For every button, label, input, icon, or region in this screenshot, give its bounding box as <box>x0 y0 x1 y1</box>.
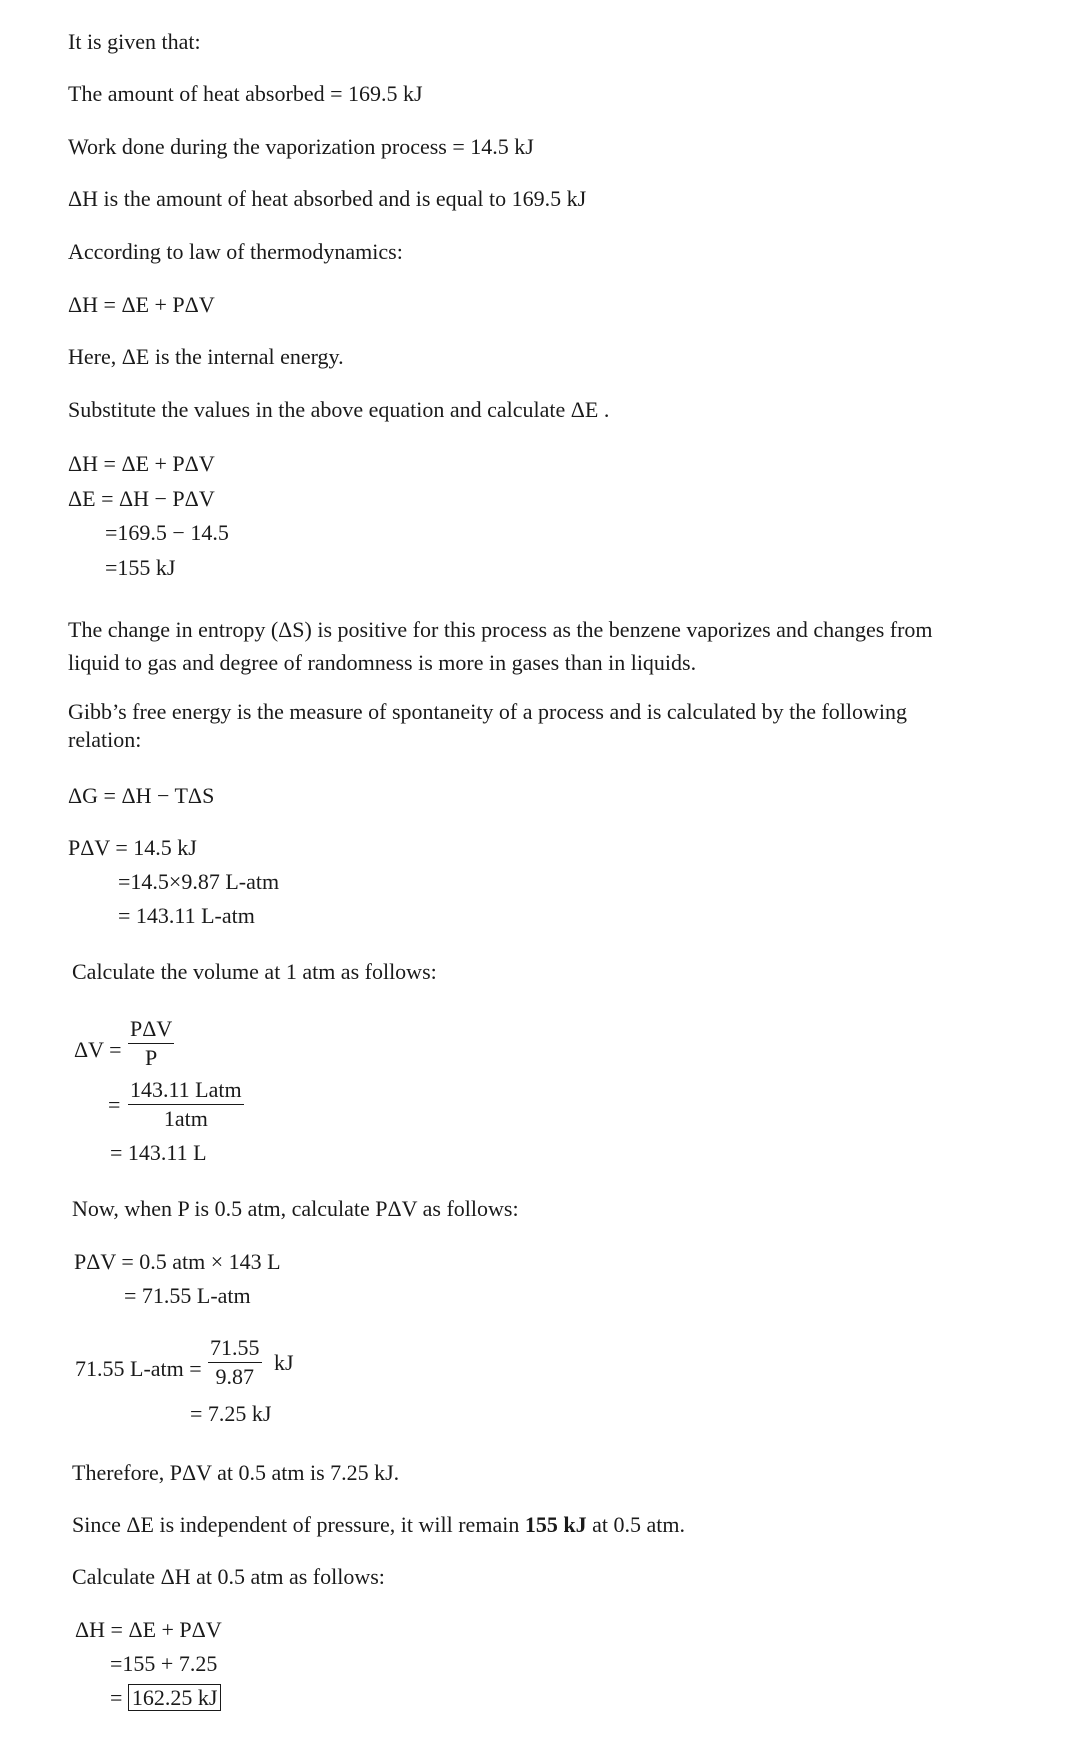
eq2-line-1: ΔH = ΔE + PΔV <box>68 451 215 476</box>
conversion-unit: kJ <box>274 1350 294 1375</box>
eq4-line-2: =14.5×9.87 L-atm <box>118 869 280 894</box>
eq6-line-2: =155 + 7.25 <box>110 1651 218 1676</box>
now-line: Now, when P is 0.5 atm, calculate PΔV as follows: <box>72 1196 519 1221</box>
law-line: According to law of thermodynamics: <box>68 239 403 264</box>
eq2-line-4: =155 kJ <box>105 555 176 580</box>
substitute-line: Substitute the values in the above equation and calculate ΔE . <box>68 397 610 422</box>
enthalpy-definition-line: ΔH is the amount of heat absorbed and is equal to 169.5 kJ <box>68 186 587 211</box>
since-line <box>72 1511 685 1539</box>
dv-lhs: ΔV = <box>74 1037 122 1062</box>
conversion-numerator: 71.55 <box>210 1335 260 1360</box>
eq5-line-1: PΔV = 0.5 atm × 143 L <box>74 1249 281 1274</box>
since-bold-value: 155 kJ <box>524 1512 587 1537</box>
gibbs-equation: ΔG = ΔH − TΔS <box>68 783 215 808</box>
enthalpy-equation: ΔH = ΔE + PΔV <box>68 292 215 317</box>
heat-absorbed-line: The amount of heat absorbed = 169.5 kJ <box>68 81 423 106</box>
conversion-fraction <box>208 1334 262 1391</box>
gibbs-paragraph: Gibb’s free energy is the measure of spontaneity of a process and is calculated by the following relation: <box>68 699 908 752</box>
dv-numerator-2: 143.11 Latm <box>130 1077 242 1102</box>
dv-numerator-1: PΔV <box>130 1016 173 1041</box>
dv-eq2-sign: = <box>108 1092 121 1117</box>
conversion-result: = 7.25 kJ <box>190 1401 272 1426</box>
given-line: It is given that: <box>68 29 201 54</box>
final-answer-box: 162.25 kJ <box>128 1684 222 1711</box>
dv-fraction-2 <box>128 1076 244 1133</box>
dv-result: = 143.11 L <box>110 1140 207 1165</box>
dv-fraction-1 <box>128 1015 174 1072</box>
work-done-line: Work done during the vaporization process = 14.5 kJ <box>68 134 534 159</box>
therefore-line: Therefore, PΔV at 0.5 atm is 7.25 kJ. <box>72 1460 400 1485</box>
calc-volume-line: Calculate the volume at 1 atm as follows: <box>72 959 437 984</box>
dv-denominator-2: 1atm <box>163 1106 208 1131</box>
conversion-lhs: 71.55 L-atm = <box>75 1356 202 1381</box>
since-text-c: at 0.5 atm. <box>586 1512 685 1537</box>
eq6-line-1: ΔH = ΔE + PΔV <box>75 1617 222 1642</box>
conversion-denominator: 9.87 <box>215 1364 254 1389</box>
dv-denominator-1: P <box>145 1045 158 1070</box>
internal-energy-line: Here, ΔE is the internal energy. <box>68 344 344 369</box>
eq6-equals: = <box>110 1685 123 1710</box>
eq2-line-3: =169.5 − 14.5 <box>105 520 229 545</box>
eq5-line-2: = 71.55 L-atm <box>124 1283 251 1308</box>
eq4-line-3: = 143.11 L-atm <box>118 903 255 928</box>
entropy-paragraph: The change in entropy (ΔS) is positive for this process as the benzene vaporizes and changes from liquid to gas and degree of randomness is more in gases than in liquids. <box>68 617 933 675</box>
since-text-a: Since ΔE is independent of pressure, it will remain <box>72 1512 525 1537</box>
eq6-line-3 <box>110 1684 221 1712</box>
eq2-line-2: ΔE = ΔH − PΔV <box>68 486 215 511</box>
eq4-line-1: PΔV = 14.5 kJ <box>68 835 197 860</box>
calc-enthalpy-line: Calculate ΔH at 0.5 atm as follows: <box>72 1564 385 1589</box>
